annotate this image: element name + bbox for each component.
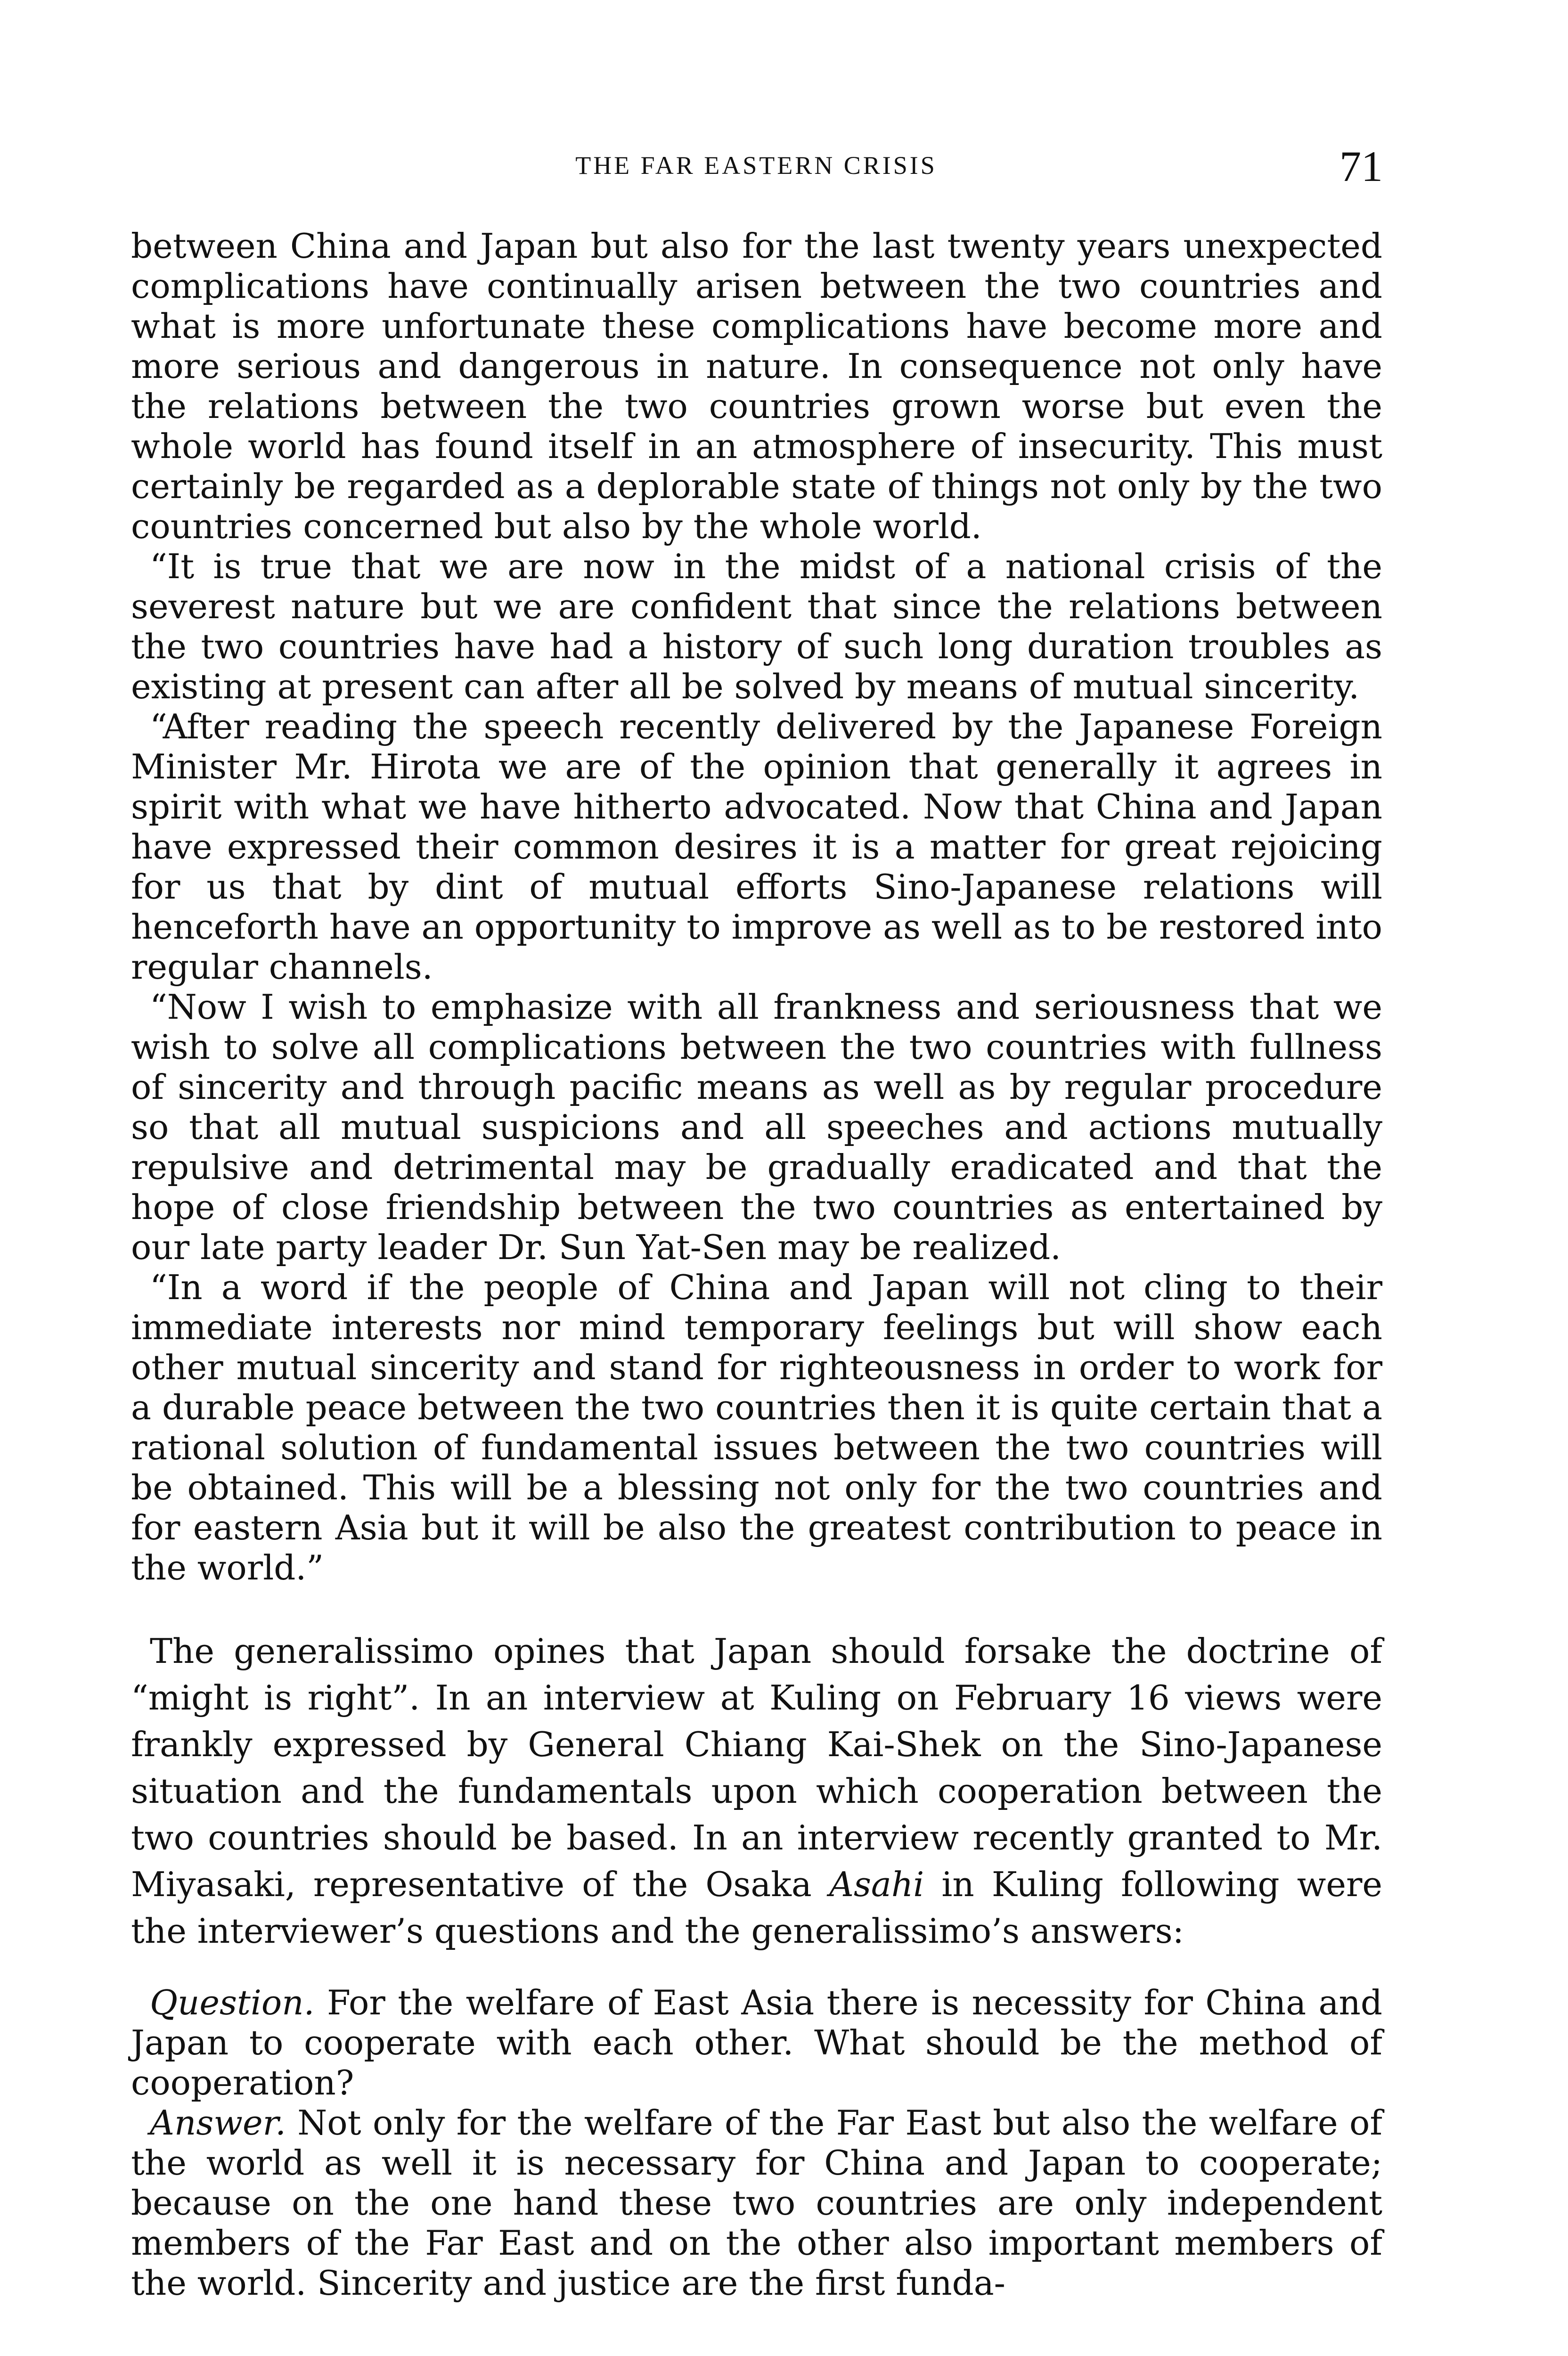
answer-paragraph [131, 2103, 1382, 2303]
paragraph-continued: between China and Japan but also for the last twenty years unexpected complications have continually arisen between the two countries and what is more unfortunate these complications have become more and more serious and dangerous in nature. In consequence not only have the relations between the two countries grown worse but even the whole world has found itself in an atmosphere of insecurity. This must certainly be regarded as a deplorable state of things not only by the two countries concerned but also by the whole world. [131, 226, 1382, 546]
running-header [130, 141, 1383, 193]
paragraph-quote-1: “It is true that we are now in the midst of a national crisis of the severest nature but we are confident that since the relations between the two countries have had a history of such long duration troubles as existing at present can after all be solved by means of mutual sincerity. [131, 547, 1382, 706]
newspaper-name: Asahi [829, 1865, 924, 1904]
paragraph-quote-3: “Now I wish to emphasize with all frankness and seriousness that we wish to solve all complications between the two countries with fullness of sincerity and through pacific means as well as by regular procedure so that all mutual suspicions and all speeches and actions mutually repulsive and detrimental may be gradually eradicated and that the hope of close friendship between the two countries as entertained by our late party leader Dr. Sun Yat-Sen may be realized. [131, 987, 1382, 1267]
paragraph-gap [131, 1955, 1382, 1983]
paragraph-generalissimo [131, 1628, 1382, 1955]
body-text [131, 226, 1382, 2303]
paragraph-generalissimo-text-b: in Kuling following were the interviewer’s questions and the generalissimo’s answers: [131, 1865, 1383, 1951]
answer-label: Answer. [150, 2103, 286, 2143]
question-label: Question. [150, 1983, 315, 2022]
paragraph-gap [131, 1588, 1382, 1628]
paragraph-generalissimo-text-a: The generalissimo opines that Japan should forsake the doctrine of “might is right”. In an interview at Kuling on February 16 views were frankly expressed by General Chiang Kai-Shek on the Sino-Japanese situation and the fundamentals upon which cooperation between the two countries should be based. In an interview recently granted to Mr. Miyasaki, representative of the Osaka [131, 1631, 1382, 1904]
paragraph-quote-2: “After reading the speech recently delivered by the Japanese Foreign Minister Mr. Hirota we are of the opinion that generally it agrees in spirit with what we have hitherto advocated. Now that China and Japan have expressed their common desires it is a matter for great rejoicing for us that by dint of mutual efforts Sino-Japanese relations will henceforth have an opportunity to improve as well as to be restored into regular channels. [131, 707, 1382, 987]
paragraph-quote-4: “In a word if the people of China and Japan will not cling to their immediate interests nor mind temporary feelings but will show each other mutual sincerity and stand for righteousness in order to work for a durable peace between the two countries then it is quite certain that a rational solution of fundamental issues between the two countries will be obtained. This will be a blessing not only for the two countries and for eastern Asia but it will be also the greatest contribution to peace in the world.” [131, 1268, 1382, 1587]
question-text: For the welfare of East Asia there is necessity for China and Japan to cooperate with each other. What should be the method of cooperation? [131, 1983, 1382, 2102]
page-number: 71 [1339, 142, 1383, 190]
question-paragraph [131, 1983, 1382, 2103]
answer-text: Not only for the welfare of the Far East but also the welfare of the world as well it is necessary for China and Japan to cooperate; because on the one hand these two countries are only independent members of the Far East and on the other also important members of the world. Sincerity and justice are the first funda- [131, 2103, 1382, 2303]
running-title: THE FAR EASTERN CRISIS [575, 151, 937, 180]
